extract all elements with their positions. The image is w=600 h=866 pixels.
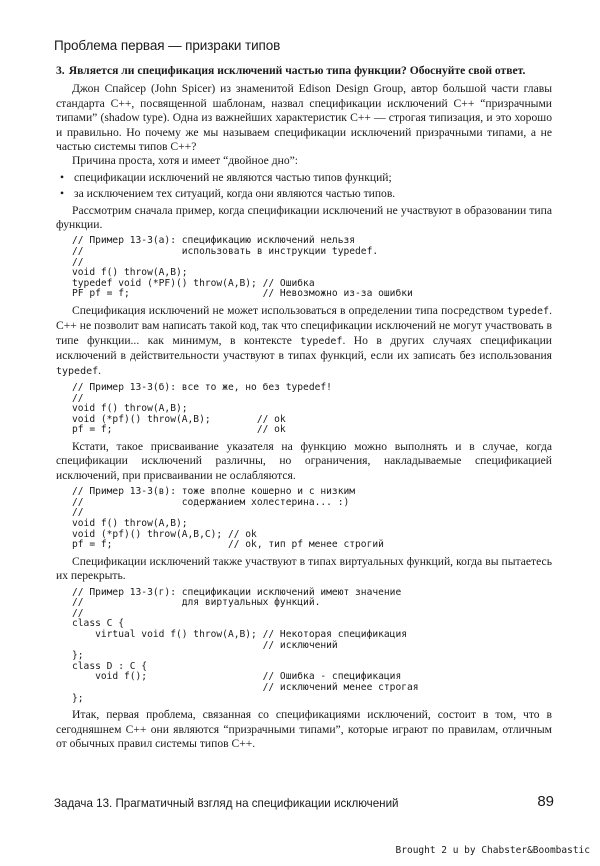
- paragraph-pointer-assign: Кстати, такое присваивание указателя на функцию можно выполнять и в случае, когда спецификации исключений различны, но ограничения, накладываемые спецификацией исключений, при присваивании не ослабляются.: [56, 440, 552, 482]
- paragraph-intro: Джон Спайсер (John Spicer) из знаменитой Edison Design Group, автор большой части главы стандарта C++, посвященной шаблонам, назвал спецификации исключений C++ “призрачными типами” (shadow type). Одна из важнейших характеристик C++ — строгая типизация, и это хорошо и правильно. Но почему же мы называем спецификации исключений призрачными типами, а не частью системы типов C++?: [56, 82, 552, 154]
- running-header: Проблема первая — призраки типов: [54, 38, 281, 53]
- paragraph-conclusion: Итак, первая проблема, связанная со спецификациями исключений, состоит в том, что в сегодняшнем C++ они являются “призрачными типами”, которые играют по правилам, отличным от обычных правил системы типов C++.: [56, 708, 552, 750]
- running-footer: [54, 793, 554, 810]
- list-item: • спецификации исключений не являются частью типов функций;: [56, 171, 552, 185]
- keyword-typedef: typedef: [300, 335, 343, 347]
- code-example-c: // Пример 13-3(в): тоже вполне кошерно и с низким // содержанием холестерина... :) // void f() throw(A,B); void (*pf)() throw(A,B,C); // ok pf = f; // ok, тип pf менее строгий: [72, 486, 384, 551]
- paragraph-example-intro: Рассмотрим сначала пример, когда спецификации исключений не участвуют в образовании типа функции.: [56, 203, 552, 232]
- question-heading: [56, 64, 552, 78]
- text-run: . C++ не позволит вам написать такой код, так что спецификации исключений не могут участвовать в типе функции... как минимум, в контексте: [56, 304, 552, 347]
- text-run: Спецификация исключений не может использоваться в определении типа посредством: [72, 304, 507, 318]
- page-body: [56, 64, 552, 751]
- question-text: Является ли спецификация исключений частью типа функции? Обоснуйте свой ответ.: [68, 64, 526, 77]
- code-example-a: // Пример 13-3(а): спецификацию исключений нельзя // использовать в инструкции typedef. // void f() throw(A,B); typedef void (*PF)() throw(A,B); // Ошибка PF pf = f; // Невозможно из-за ошибки: [72, 235, 413, 300]
- paragraph-reason: Причина проста, хотя и имеет “двойное дно”:: [72, 154, 298, 168]
- footer-title: Задача 13. Прагматичный взгляд на спецификации исключений: [54, 797, 399, 810]
- keyword-typedef: typedef: [506, 306, 550, 318]
- code-example-d: // Пример 13-3(г): спецификации исключений имеют значение // для виртуальных функций. // class C { virtual void f() throw(A,B); // Некоторая спецификация // исключений }; class D : C { void f(); // Ошибка - спецификация // исключений менее строгая };: [72, 586, 419, 704]
- page-number: 89: [537, 793, 554, 810]
- list-item: • за исключением тех ситуаций, когда они являются частью типов.: [56, 187, 552, 201]
- question-number: 3.: [56, 64, 65, 77]
- text-run: .: [98, 363, 102, 377]
- keyword-typedef: typedef: [56, 365, 99, 377]
- paragraph-virtual: Спецификации исключений также участвуют в типах виртуальных функций, когда вы пытаетесь их перекрыть.: [56, 554, 552, 583]
- bullet-list: [56, 171, 552, 202]
- text-run: . Но в других случаях спецификации исключений в действительности участвуют в типах функций, если их записать без использования: [56, 333, 552, 363]
- scan-credit: Brought 2 u by Chabster&Boombastic: [395, 845, 590, 856]
- code-example-b: // Пример 13-3(б): все то же, но без typedef! // void f() throw(A,B); void (*pf)() throw(A,B); // ok pf = f; // ok: [72, 382, 332, 436]
- paragraph-typedef: [56, 304, 552, 379]
